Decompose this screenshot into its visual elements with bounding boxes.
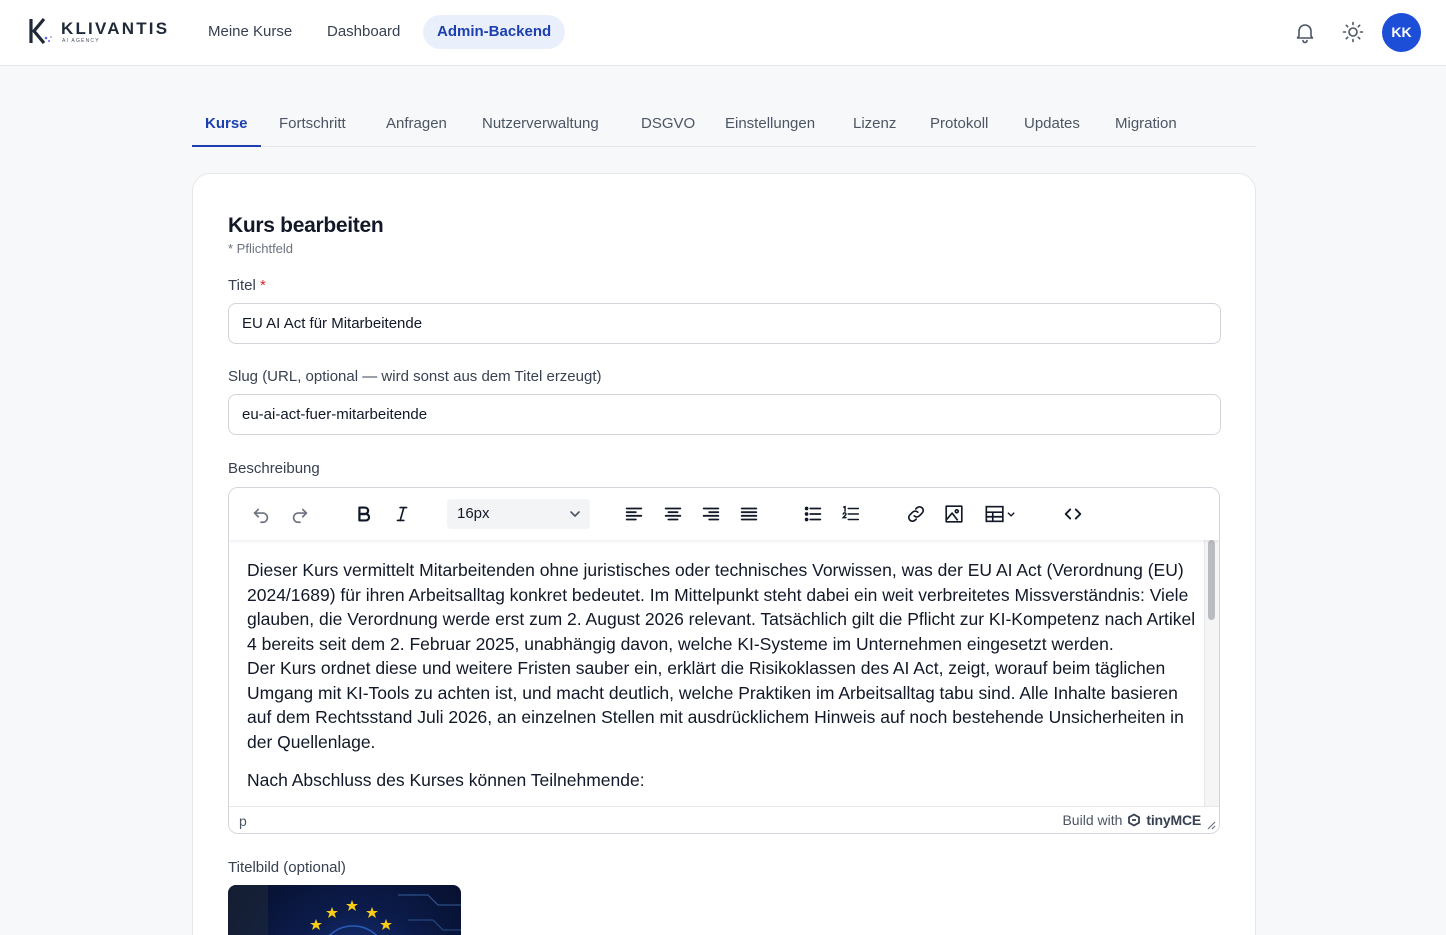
admin-tabs bbox=[192, 104, 1256, 147]
description-label: Beschreibung bbox=[228, 460, 320, 477]
editor-paragraph: Der Kurs ordnet diese und weitere Fristen sauber ein, erklärt die Risikoklassen des AI Act, zeigt, worauf beim täglichen Umgang mit KI-Tools zu achten ist, und macht deutlich, welche Praktiken im Arbeitsalltag tabu sind. Alle Inhalte basieren auf dem Rechtsstand Juli 2026, an einzelnen Stellen mit ausdrücklichem Hinweis auf noch bestehende Unsicherheiten in der Quellenlage. bbox=[247, 658, 1184, 752]
title-input[interactable]: EU AI Act für Mitarbeitende bbox=[228, 303, 1221, 344]
top-navigation-bar bbox=[0, 0, 1446, 66]
nav-link-meine-kurse[interactable]: Meine Kurse bbox=[208, 23, 293, 40]
eu-stars-image bbox=[228, 885, 461, 935]
bold-icon[interactable] bbox=[350, 500, 378, 528]
bullet-list-icon[interactable] bbox=[799, 500, 827, 528]
nav-link-admin-backend[interactable]: Admin-Backend bbox=[423, 15, 565, 49]
italic-icon[interactable] bbox=[388, 500, 416, 528]
editor-paragraph: Dieser Kurs vermittelt Mitarbeitenden ohne juristisches oder technisches Vorwissen, was der EU AI Act (Verordnung (EU) 2024/1689) für ihren Arbeitsalltag konkret bedeutet. Im Mittelpunkt steht dabei ein weit verbreitetes Missverständnis: Viele glauben, die Verordnung werde erst zum 2. August 2026 relevant. Tatsächlich gilt die Pflicht zur KI-Kompetenz nach Artikel 4 bereits seit dem 2. Februar 2025, unabhängig davon, welche KI-Systeme im Unternehmen eingesetzt werden. bbox=[247, 560, 1196, 654]
cover-image-thumbnail[interactable] bbox=[228, 885, 461, 935]
editor-scrollbar-thumb[interactable] bbox=[1208, 540, 1215, 620]
bell-icon[interactable] bbox=[1293, 20, 1317, 44]
editor-branding[interactable] bbox=[1062, 812, 1201, 828]
brand-logo[interactable] bbox=[29, 18, 169, 46]
numbered-list-icon[interactable] bbox=[837, 500, 865, 528]
tab-nutzerverwaltung[interactable]: Nutzerverwaltung bbox=[482, 115, 599, 132]
tab-kurse[interactable]: Kurse bbox=[192, 104, 261, 147]
course-edit-card bbox=[192, 173, 1256, 935]
sun-icon[interactable] bbox=[1341, 20, 1365, 44]
font-size-select[interactable] bbox=[447, 499, 590, 529]
user-avatar[interactable]: KK bbox=[1382, 13, 1421, 52]
editor-statusbar bbox=[229, 806, 1219, 833]
slug-label: Slug (URL, optional — wird sonst aus dem Titel erzeugt) bbox=[228, 368, 602, 385]
rich-text-editor bbox=[228, 487, 1220, 834]
align-right-icon[interactable] bbox=[697, 500, 725, 528]
editor-scrollbar[interactable] bbox=[1204, 540, 1219, 806]
link-icon[interactable] bbox=[902, 500, 930, 528]
source-code-icon[interactable] bbox=[1059, 500, 1087, 528]
align-center-icon[interactable] bbox=[659, 500, 687, 528]
undo-icon[interactable] bbox=[247, 500, 275, 528]
tab-fortschritt[interactable]: Fortschritt bbox=[279, 115, 346, 132]
tab-dsgvo[interactable]: DSGVO bbox=[641, 115, 696, 132]
brand-name: KLIVANTIS bbox=[61, 19, 170, 38]
nav-link-dashboard[interactable]: Dashboard bbox=[327, 23, 401, 40]
branding-prefix: Build with bbox=[1062, 812, 1123, 828]
tab-einstellungen[interactable]: Einstellungen bbox=[725, 115, 816, 132]
editor-toolbar bbox=[229, 488, 1219, 540]
tab-lizenz[interactable]: Lizenz bbox=[853, 115, 897, 132]
page-title: Kurs bearbeiten bbox=[228, 214, 384, 237]
chevron-down-icon bbox=[568, 507, 582, 521]
tab-updates[interactable]: Updates bbox=[1024, 115, 1080, 132]
slug-input[interactable]: eu-ai-act-fuer-mitarbeitende bbox=[228, 394, 1221, 435]
tab-protokoll[interactable]: Protokoll bbox=[930, 115, 989, 132]
required-marker: * bbox=[259, 277, 266, 294]
align-justify-icon[interactable] bbox=[735, 500, 763, 528]
font-size-value: 16px bbox=[457, 505, 490, 522]
table-icon[interactable] bbox=[980, 500, 1022, 528]
tab-migration[interactable]: Migration bbox=[1115, 115, 1177, 132]
image-icon[interactable] bbox=[940, 500, 968, 528]
resize-handle-icon[interactable] bbox=[1206, 820, 1216, 830]
title-label-text: Titel bbox=[228, 277, 256, 294]
tinymce-logo-icon bbox=[1127, 813, 1141, 827]
required-field-note: * Pflichtfeld bbox=[228, 241, 294, 256]
branding-name: tinyMCE bbox=[1146, 812, 1201, 828]
redo-icon[interactable] bbox=[286, 500, 314, 528]
cover-image-label: Titelbild (optional) bbox=[228, 859, 346, 876]
align-left-icon[interactable] bbox=[620, 500, 648, 528]
brand-tagline: AI AGENCY bbox=[62, 38, 100, 44]
editor-paragraph: Nach Abschluss des Kurses können Teilnehmende: bbox=[247, 770, 645, 790]
tab-anfragen[interactable]: Anfragen bbox=[386, 115, 447, 132]
title-label bbox=[228, 277, 266, 294]
klivantis-logo-icon bbox=[29, 18, 53, 44]
editor-content-area[interactable] bbox=[229, 540, 1204, 806]
element-path[interactable]: p bbox=[239, 813, 247, 829]
